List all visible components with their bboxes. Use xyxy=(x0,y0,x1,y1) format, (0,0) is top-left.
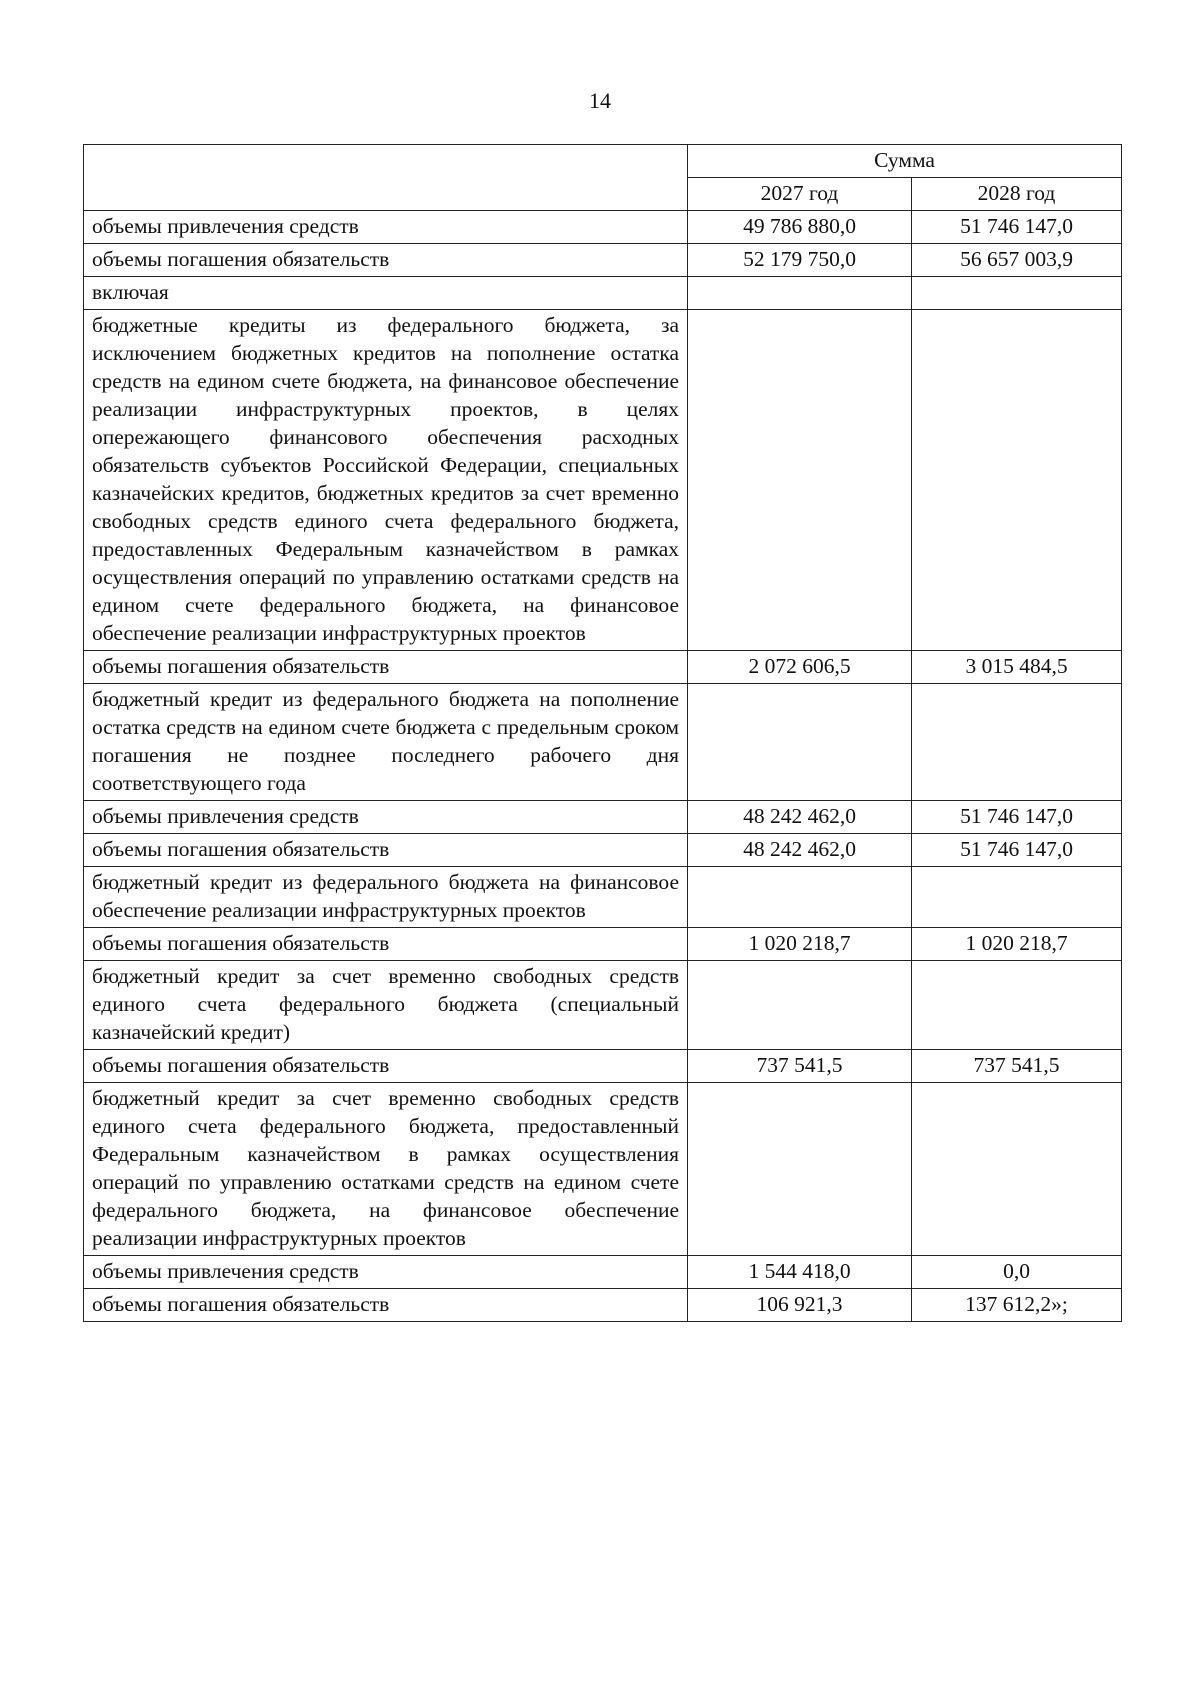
value-2027: 1 544 418,0 xyxy=(688,1256,912,1289)
value-2027: 49 786 880,0 xyxy=(688,211,912,244)
row-description: бюджетный кредит из федерального бюджета на финансовое обеспечение реализации инфраструктурных проектов xyxy=(84,867,688,928)
row-description: бюджетный кредит из федерального бюджета на пополнение остатка средств на едином счете бюджета с предельным сроком погашения не позднее последнего рабочего дня соответствующего года xyxy=(84,684,688,801)
row-label: объемы привлечения средств xyxy=(84,211,688,244)
row-description: бюджетный кредит за счет временно свободных средств единого счета федерального бюджета (специальный казначейский кредит) xyxy=(84,961,688,1050)
row-label: объемы погашения обязательств xyxy=(84,834,688,867)
value-2028: 3 015 484,5 xyxy=(912,651,1122,684)
value-2027: 1 020 218,7 xyxy=(688,928,912,961)
page-number: 14 xyxy=(589,88,611,113)
table-row xyxy=(84,684,1122,801)
value-2027: 737 541,5 xyxy=(688,1050,912,1083)
row-label: объемы привлечения средств xyxy=(84,801,688,834)
value-2028 xyxy=(912,684,1122,801)
value-2028 xyxy=(912,867,1122,928)
table-row xyxy=(84,1083,1122,1256)
value-2027: 106 921,3 xyxy=(688,1289,912,1322)
table-row xyxy=(84,961,1122,1050)
value-2027 xyxy=(688,867,912,928)
row-description: бюджетные кредиты из федерального бюджета, за исключением бюджетных кредитов на пополнение остатка средств на едином счете бюджета, на финансовое обеспечение реализации инфраструктурных проектов, в целях опережающего финансового обеспечения расходных обязательств субъектов Российской Федерации, специальных казначейских кредитов, бюджетных кредитов за счет временно свободных средств единого счета федерального бюджета, предоставленных Федеральным казначейством в рамках осуществления операций по управлению остатками средств на едином счете федерального бюджета, на финансовое обеспечение реализации инфраструктурных проектов xyxy=(84,310,688,651)
table-row xyxy=(84,244,1122,277)
value-2027 xyxy=(688,1083,912,1256)
row-label: объемы привлечения средств xyxy=(84,1256,688,1289)
row-label: включая xyxy=(84,277,688,310)
row-description: бюджетный кредит за счет временно свободных средств единого счета федерального бюджета, предоставленный Федеральным казначейством в рамках осуществления операций по управлению остатками средств на едином счете федерального бюджета, на финансовое обеспечение реализации инфраструктурных проектов xyxy=(84,1083,688,1256)
table-row xyxy=(84,1050,1122,1083)
value-2027 xyxy=(688,310,912,651)
value-2028: 51 746 147,0 xyxy=(912,834,1122,867)
budget-table xyxy=(83,144,1122,1322)
value-2028: 51 746 147,0 xyxy=(912,801,1122,834)
row-label: объемы погашения обязательств xyxy=(84,928,688,961)
table-row xyxy=(84,834,1122,867)
value-2028 xyxy=(912,961,1122,1050)
table-header-row xyxy=(84,145,1122,178)
row-label: объемы погашения обязательств xyxy=(84,651,688,684)
value-2027: 48 242 462,0 xyxy=(688,834,912,867)
value-2028: 56 657 003,9 xyxy=(912,244,1122,277)
table-row xyxy=(84,651,1122,684)
value-2027 xyxy=(688,961,912,1050)
value-2028: 737 541,5 xyxy=(912,1050,1122,1083)
header-year-2027: 2027 год xyxy=(688,178,912,211)
row-label: объемы погашения обязательств xyxy=(84,1050,688,1083)
value-2028 xyxy=(912,277,1122,310)
value-2027: 48 242 462,0 xyxy=(688,801,912,834)
row-label: объемы погашения обязательств xyxy=(84,244,688,277)
value-2028 xyxy=(912,1083,1122,1256)
header-sum: Сумма xyxy=(688,145,1122,178)
table-row xyxy=(84,867,1122,928)
table-row xyxy=(84,928,1122,961)
value-2028 xyxy=(912,310,1122,651)
table-row xyxy=(84,277,1122,310)
value-2028: 51 746 147,0 xyxy=(912,211,1122,244)
value-2027: 2 072 606,5 xyxy=(688,651,912,684)
value-2027 xyxy=(688,684,912,801)
value-2027: 52 179 750,0 xyxy=(688,244,912,277)
value-2028: 1 020 218,7 xyxy=(912,928,1122,961)
table-row xyxy=(84,1256,1122,1289)
header-empty-cell xyxy=(84,145,688,211)
value-2028: 0,0 xyxy=(912,1256,1122,1289)
row-label: объемы погашения обязательств xyxy=(84,1289,688,1322)
value-2028: 137 612,2»; xyxy=(912,1289,1122,1322)
header-year-2028: 2028 год xyxy=(912,178,1122,211)
value-2027 xyxy=(688,277,912,310)
table-row xyxy=(84,1289,1122,1322)
table-row xyxy=(84,211,1122,244)
table-row xyxy=(84,310,1122,651)
table-row xyxy=(84,801,1122,834)
